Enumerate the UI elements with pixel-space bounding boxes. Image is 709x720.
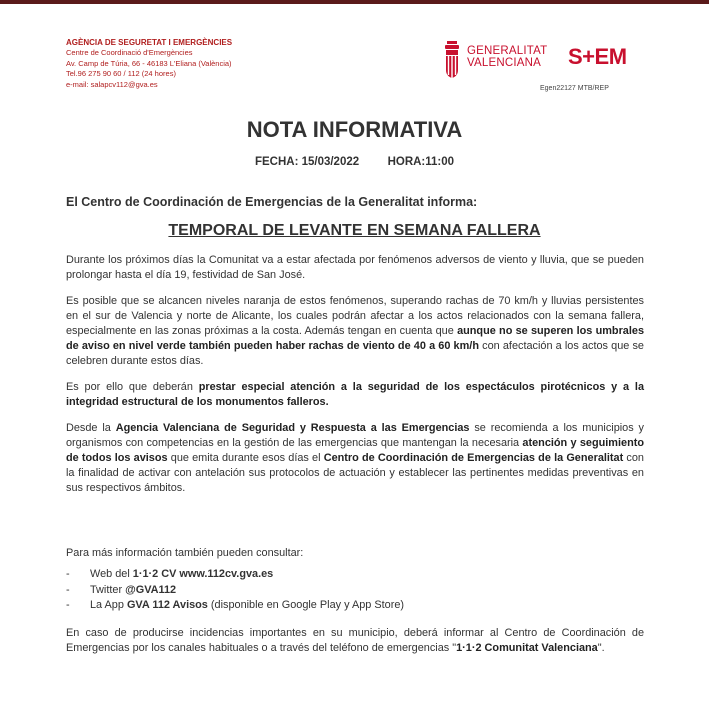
closing-paragraph — [66, 626, 644, 656]
app-name: GVA 112 Avisos — [126, 599, 208, 611]
paragraph-3 — [66, 380, 644, 410]
closing-text-c: ". — [597, 642, 605, 655]
agency-name: AGÈNCIA DE SEGURETAT I EMERGÈNCIES — [66, 38, 233, 47]
list-item-twitter — [66, 583, 644, 599]
p4-bold-attention: atención y seguimiento de todos los avisos — [66, 437, 645, 465]
web-link[interactable]: 1·1·2 CV www.112cv.gva.es — [132, 568, 274, 580]
info-links-list — [66, 567, 644, 614]
p3-text-a: Es por ello que deberán — [66, 381, 199, 393]
p4-bold-centre: Centro de Coordinación de Emergencias de la Generalitat — [323, 452, 624, 465]
intro-heading: El Centro de Coordinación de Emergencias de la Generalitat informa: — [66, 195, 478, 209]
generalitat-line1: GENERALITAT — [467, 45, 548, 57]
p4-text-g: con la finalidad de activar con antelación sus protocolos de actuación y establecer las pertinentes medidas preventivas en sus respectivos ámbitos. — [66, 452, 644, 495]
twitter-handle[interactable]: @GVA112 — [125, 583, 177, 596]
page-title: NOTA INFORMATIVA — [246, 117, 463, 142]
list-item-text: (disponible en Google Play y App Store) — [207, 599, 405, 611]
p4-text-a: Desde la — [66, 422, 116, 434]
list-dash: - — [66, 568, 70, 580]
p3-bold: prestar especial atención a la seguridad de los espectáculos pirotécnicos y a la integridad estructural de los monumentos falleros. — [66, 381, 645, 409]
notice-subtitle: TEMPORAL DE LEVANTE EN SEMANA FALLERA — [168, 222, 541, 239]
generalitat-wordmark — [467, 45, 547, 69]
paragraph-2 — [66, 294, 644, 369]
more-info-line: Para más información también pueden consultar: — [66, 547, 304, 559]
list-dash: - — [66, 599, 70, 611]
p4-bold-agency: Agencia Valenciana de Seguridad y Respuesta a las Emergencias — [115, 422, 470, 434]
list-item-text: La App — [90, 599, 127, 611]
list-dash: - — [66, 583, 70, 596]
list-item-web — [66, 567, 644, 583]
p2-text-c: con afectación a los actos que se celebren durante estos días. — [66, 340, 644, 368]
p4-text-c: se recomienda a los municipios y organismos con competencias en la gestión de las emergencias que mantengan la necesaria — [66, 422, 645, 450]
time-label: HORA:11:00 — [387, 156, 455, 168]
paragraph-1: Durante los próximos días la Comunitat va a estar afectada por fenómenos adversos de viento y lluvia, que se pueden prolongar hasta el día 19, festividad de San José. — [66, 254, 644, 282]
agency-address: Av. Camp de Túria, 66 - 46183 L'Eliana (València) — [66, 58, 232, 68]
list-item-text: Web del — [90, 568, 133, 580]
agency-centre: Centre de Coordinació d'Emergències — [66, 48, 193, 58]
p4-text-e: que emita durante esos días el — [167, 452, 324, 465]
document-code: Egen22127 MTB/REP — [540, 85, 609, 92]
top-border — [0, 0, 709, 4]
paragraph-4 — [66, 421, 644, 496]
closing-text-a: En caso de producirse incidencias importantes en su municipio, deberá informar al Centro de Coordinación de Emergencias por los canales habituales o a través del teléfono de emergencias " — [66, 627, 644, 655]
agency-phone: Tel.96 275 90 60 / 112 (24 hores) — [66, 69, 176, 79]
agency-email: e-mail: salapcv112@gva.es — [66, 79, 158, 89]
date-label: FECHA: 15/03/2022 — [254, 156, 360, 168]
p2-bold: aunque no se superen los umbrales de aviso en nivel verde también pueden haber rachas de viento de 40 a 60 km/h — [66, 325, 645, 353]
sem-logo: S+EM — [568, 44, 627, 69]
p2-text-a: Es posible que se alcancen niveles naranja de estos fenómenos, superando rachas de 70 km/h y lluvias persistentes en el sur de Valencia y norte de Alicante, los cuales podrán afectar a los actos relacionados con la semana fallera, especialmente en las zonas próximas a la costa. Además tengan en cuenta que — [66, 295, 644, 338]
date-time-line — [0, 156, 709, 168]
list-item-text: Twitter — [90, 583, 126, 596]
list-item-app — [66, 598, 644, 614]
generalitat-line2: VALENCIANA — [467, 57, 542, 69]
closing-bold-phone: 1·1·2 Comunitat Valenciana — [456, 642, 598, 655]
agency-header — [66, 38, 232, 90]
